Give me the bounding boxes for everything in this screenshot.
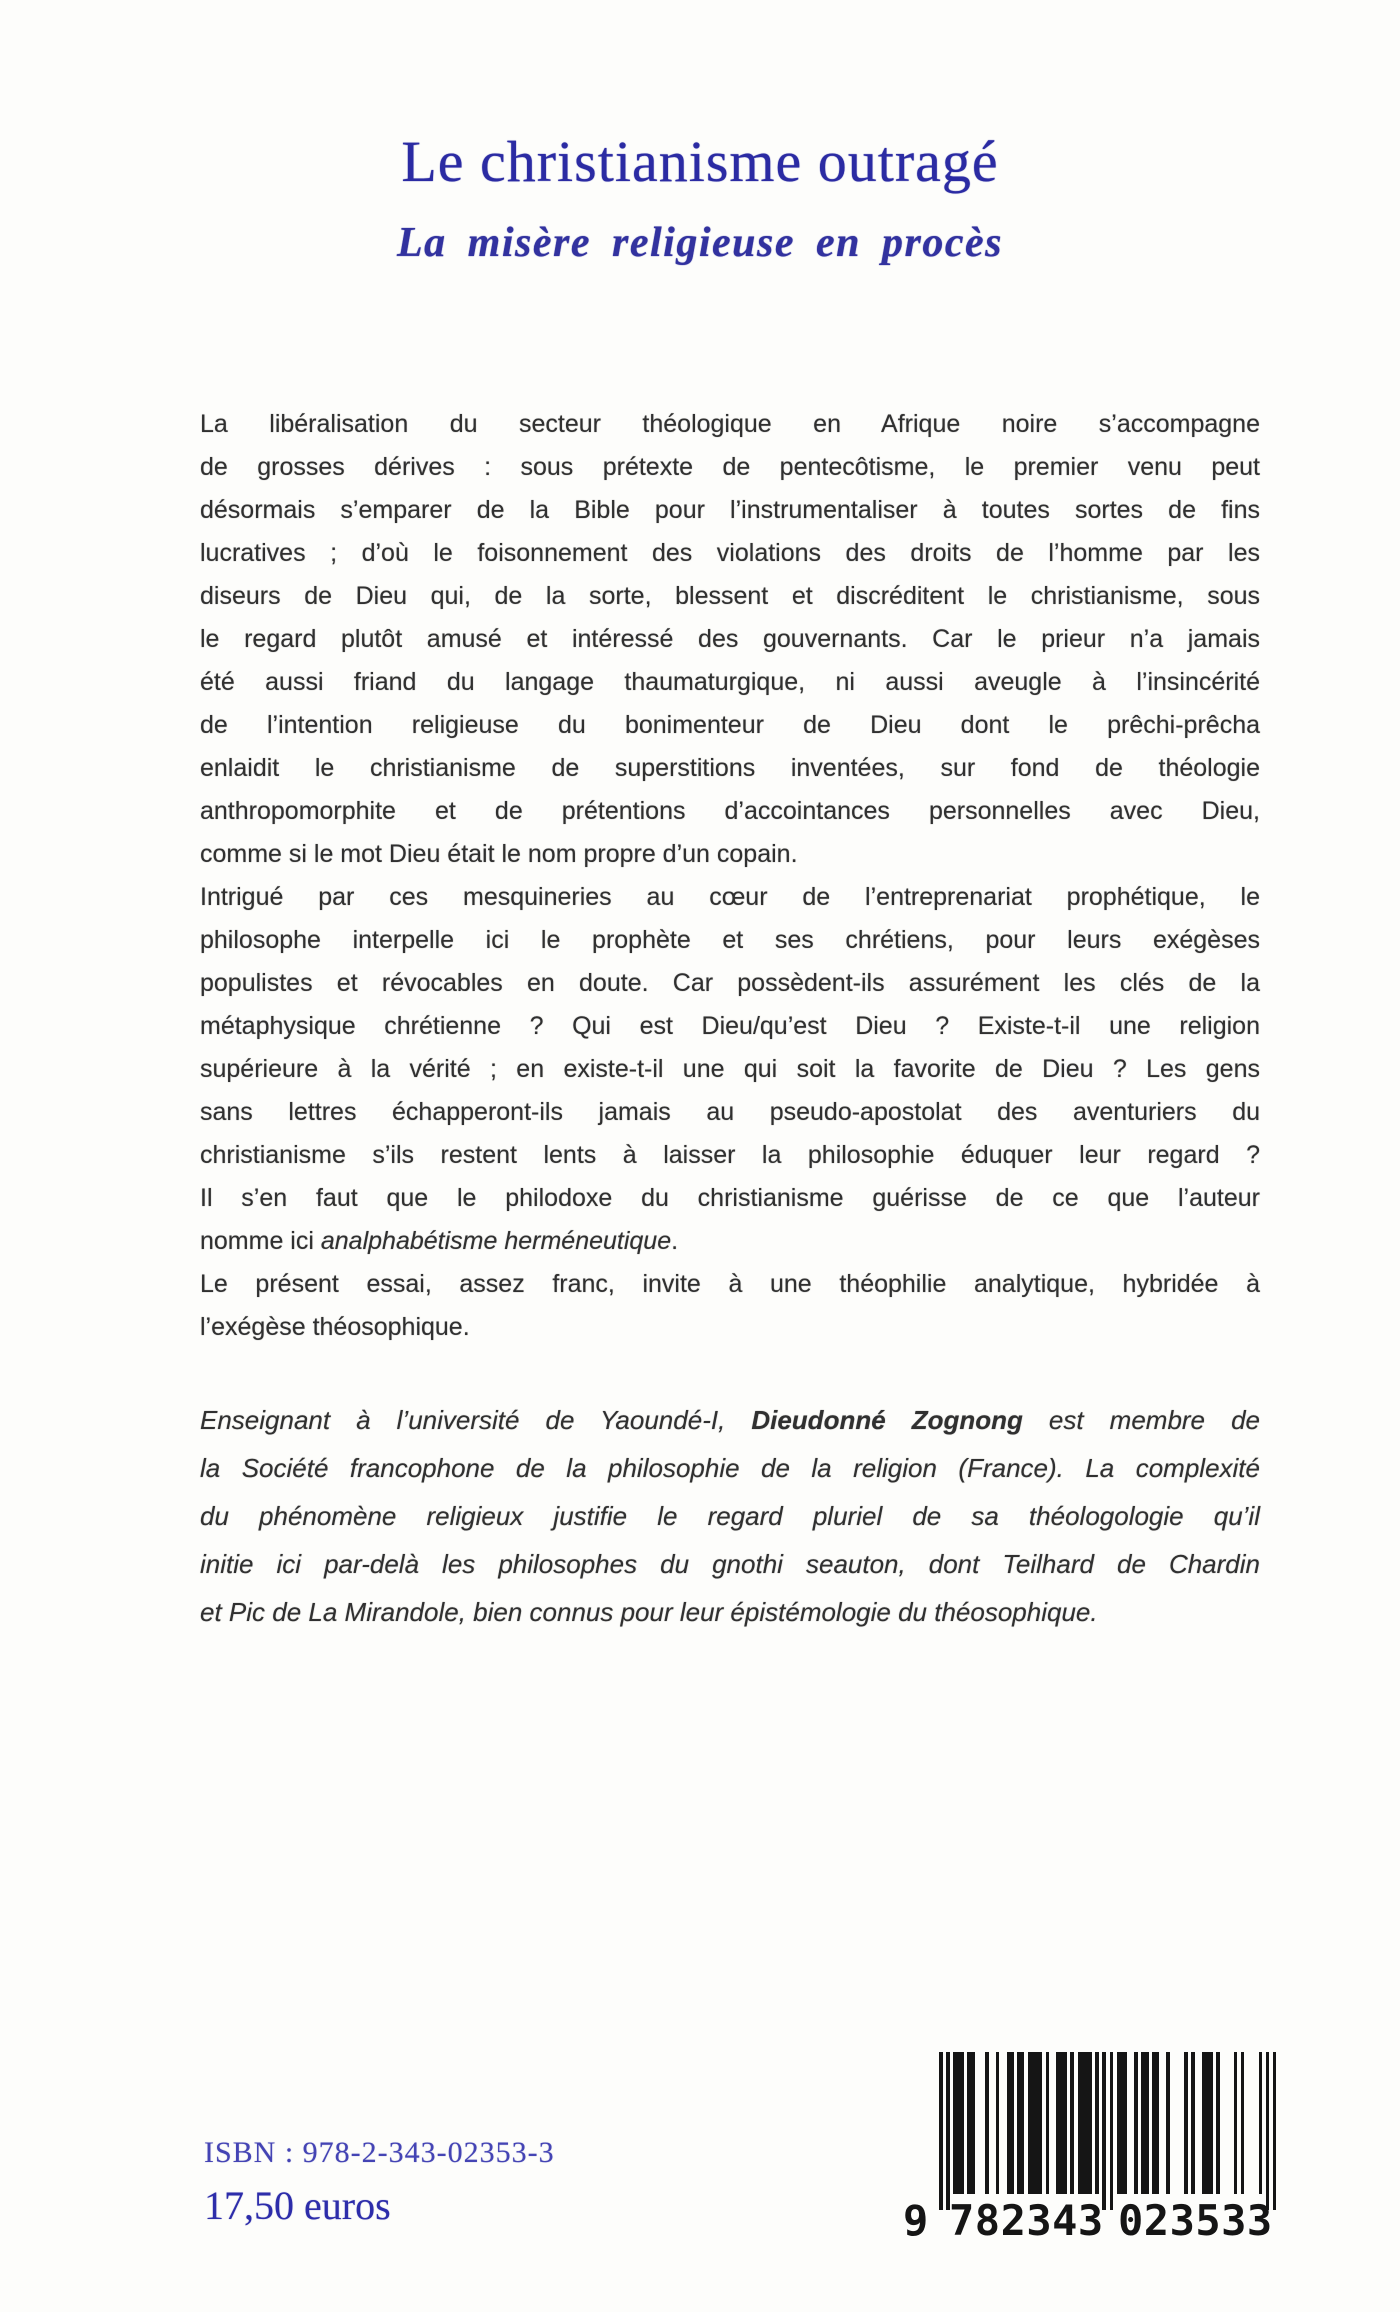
cover-header [0, 128, 1400, 267]
isbn-text: ISBN : 978-2-343-02353-3 [204, 2136, 555, 2169]
text-line: la Société francophone de la philosophie de la religion (France). La complexité [200, 1453, 1260, 1483]
text-line: populistes et révocables en doute. Car possèdent-ils assurément les clés de la [200, 969, 1260, 997]
barcode-bar [1273, 2052, 1277, 2210]
paragraph [200, 1263, 1260, 1349]
barcode-space [1049, 2052, 1056, 2194]
text-line: sans lettres échapperont-ils jamais au pseudo-apostolat des aventuriers du [200, 1098, 1260, 1126]
barcode-space [975, 2052, 986, 2194]
text-line: métaphysique chrétienne ? Qui est Dieu/qu’est Dieu ? Existe-t-il une religion [200, 1012, 1260, 1040]
text-line: de grosses dérives : sous prétexte de pentecôtisme, le premier venu peut [200, 453, 1260, 481]
barcode-bar [967, 2052, 974, 2194]
text-line: de l’intention religieuse du bonimenteur de Dieu dont le prêchi-prêcha [200, 711, 1260, 739]
book-title: Le christianisme outragé [401, 129, 999, 194]
text-line: nomme ici analphabétisme herméneutique. [200, 1227, 679, 1255]
text-line: Intrigué par ces mesquineries au cœur de l’entreprenariat prophétique, le [200, 883, 1260, 911]
text-line: diseurs de Dieu qui, de la sorte, blessent et discréditent le christianisme, sous [200, 582, 1260, 610]
paragraph [200, 876, 1260, 1263]
barcode-digit-lead: 9 [903, 2196, 929, 2245]
barcode-space [989, 2052, 996, 2194]
text-line: et Pic de La Mirandole, bien connus pour leur épistémologie du théosophique. [200, 1597, 1098, 1627]
barcode-bar [1078, 2052, 1092, 2194]
text-line: enlaidit le christianisme de superstitions inventées, sur fond de théologie [200, 754, 1260, 782]
author-bio [200, 1396, 1260, 1636]
text-line: supérieure à la vérité ; en existe-t-il une qui soit la favorite de Dieu ? Les gens [200, 1055, 1260, 1083]
price-text: 17,50 euros [204, 2183, 391, 2228]
barcode-space [1159, 2052, 1166, 2194]
text-line: initie ici par-delà les philosophes du gnothi seauton, dont Teilhard de Chardin [200, 1549, 1260, 1579]
barcode-bar [953, 2052, 964, 2194]
text-line: Le présent essai, assez franc, invite à une théophilie analytique, hybridée à [200, 1270, 1260, 1298]
text-line: Il s’en faut que le philodoxe du christianisme guérisse de ce que l’auteur [200, 1184, 1260, 1212]
barcode-space [1127, 2052, 1134, 2194]
barcode-bar [1202, 2052, 1213, 2194]
barcode-bar [1152, 2052, 1159, 2194]
barcode-space [1170, 2052, 1184, 2194]
barcode-bar [1056, 2052, 1067, 2194]
text-line: lucratives ; d’où le foisonnement des violations des droits de l’homme par les [200, 539, 1260, 567]
text-line: désormais s’emparer de la Bible pour l’instrumentaliser à toutes sortes de fins [200, 496, 1260, 524]
barcode-digits [905, 2198, 1277, 2244]
barcode-bar [1028, 2052, 1042, 2194]
text-line: philosophe interpelle ici le prophète et ses chrétiens, pour leurs exégèses [200, 926, 1260, 954]
blurb [200, 403, 1260, 1349]
text-line: le regard plutôt amusé et intéressé des gouvernants. Car le prieur n’a jamais [200, 625, 1260, 653]
barcode-digit-group1: 782343 [949, 2196, 1104, 2245]
text-line: anthropomorphite et de prétentions d’accointances personnelles avec Dieu, [200, 797, 1260, 825]
text-line: l’exégèse théosophique. [200, 1313, 470, 1341]
paragraph [200, 403, 1260, 876]
text-line: du phénomène religieux justifie le regard pluriel de sa théologologie qu’il [200, 1501, 1260, 1531]
barcode-bar [1007, 2052, 1014, 2194]
barcode [905, 2052, 1277, 2244]
barcode-space [1244, 2052, 1258, 2194]
text-line: comme si le mot Dieu était le nom propre d’un copain. [200, 840, 798, 868]
text-line: christianisme s’ils restent lents à laisser la philosophie éduquer leur regard ? [200, 1141, 1260, 1169]
text-line: La libéralisation du secteur théologique en Afrique noire s’accompagne [200, 410, 1260, 438]
barcode-space [1195, 2052, 1202, 2194]
text-line: été aussi friand du langage thaumaturgique, ni aussi aveugle à l’insincérité [200, 668, 1260, 696]
barcode-bar [1017, 2052, 1024, 2194]
barcode-bar [1141, 2052, 1148, 2194]
barcode-bar [1117, 2052, 1128, 2194]
barcode-bars [939, 2052, 1277, 2210]
barcode-digit-group2: 023533 [1118, 2196, 1273, 2245]
text-line: Enseignant à l’université de Yaoundé-I, Dieudonné Zognong est membre de [200, 1405, 1260, 1435]
book-subtitle: La misère religieuse en procès [397, 220, 1003, 266]
barcode-space [999, 2052, 1006, 2194]
barcode-space [1220, 2052, 1234, 2194]
